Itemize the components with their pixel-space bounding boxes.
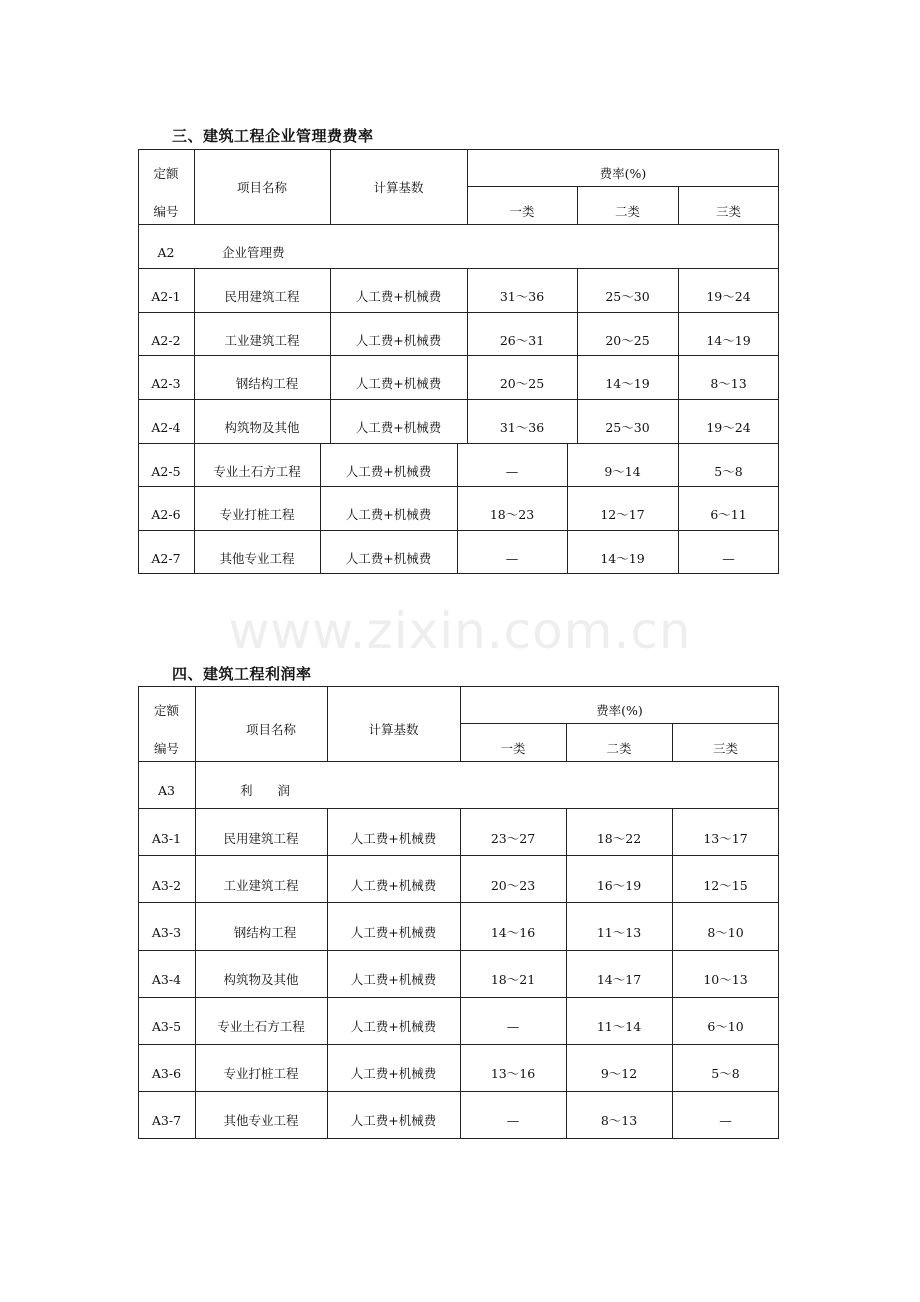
row-code: A2-3 <box>151 375 181 391</box>
row-basis: 人工费+机械费 <box>350 972 437 987</box>
row-code: A3-1 <box>151 830 182 846</box>
section4-title: 四、建筑工程利润率 <box>172 665 312 683</box>
row-basis: 人工费+机械费 <box>355 420 442 435</box>
row-class2: 9～12 <box>600 1066 638 1081</box>
header-class1: 一类 <box>500 741 526 756</box>
row-class3: 8～10 <box>707 925 744 940</box>
row-basis: 人工费+机械费 <box>355 289 442 304</box>
row-class3: 6～11 <box>710 507 747 522</box>
row-class2: 14～19 <box>600 551 645 566</box>
section3-title: 三、建筑工程企业管理费费率 <box>172 127 374 145</box>
row-class1: 20～23 <box>490 878 536 893</box>
row-class3: 10～13 <box>703 972 748 987</box>
row-basis: 人工费+机械费 <box>355 333 442 348</box>
row-basis: 人工费+机械费 <box>350 925 437 940</box>
row-code: A2-2 <box>151 332 181 348</box>
row-code: A3-2 <box>151 877 182 893</box>
row-name: 工业建筑工程 <box>223 878 299 893</box>
row-class3: 5～8 <box>714 464 743 479</box>
row-class1: 31～36 <box>499 420 545 435</box>
row-class1: 26～31 <box>499 333 545 348</box>
row-name: 其他专业工程 <box>219 551 295 566</box>
row-code: A2-1 <box>151 288 181 304</box>
row-basis: 人工费+机械费 <box>350 1113 437 1128</box>
row-class2: 14～17 <box>596 972 642 987</box>
group-code: A2 <box>157 244 175 260</box>
row-basis: 人工费+机械费 <box>350 1066 437 1081</box>
watermark: www.zixin.com.cn <box>228 602 692 660</box>
row-name: 钢结构工程 <box>235 376 299 391</box>
header-class3: 三类 <box>712 741 738 756</box>
row-class3: 5～8 <box>711 1066 740 1081</box>
row-basis: 人工费+机械费 <box>350 1019 437 1034</box>
header-code-line2: 编号 <box>153 204 179 219</box>
row-code: A2-5 <box>151 463 181 479</box>
row-name: 专业打桩工程 <box>223 1066 299 1081</box>
header-class3: 三类 <box>715 204 741 219</box>
group-name: 企业管理费 <box>222 245 285 260</box>
row-class1: 13～16 <box>490 1066 536 1081</box>
header-code-line1: 定额 <box>153 166 179 181</box>
header-item-name: 项目名称 <box>236 179 287 195</box>
row-class2: 9～14 <box>604 464 641 479</box>
header-class1: 一类 <box>509 204 535 219</box>
row-code: A3-6 <box>151 1065 182 1081</box>
row-basis: 人工费+机械费 <box>345 507 432 522</box>
row-code: A2-7 <box>151 550 181 566</box>
row-class2: 11～14 <box>596 1019 642 1034</box>
row-name: 钢结构工程 <box>233 925 297 940</box>
row-class2: 8～13 <box>600 1113 638 1128</box>
row-name: 构筑物及其他 <box>223 972 299 987</box>
header-calc-basis: 计算基数 <box>373 179 424 195</box>
row-class3: 19～24 <box>706 420 751 435</box>
row-basis: 人工费+机械费 <box>345 551 432 566</box>
row-class2: 20～25 <box>605 333 650 348</box>
row-class1: 14～16 <box>490 925 536 940</box>
row-name: 专业土石方工程 <box>213 464 301 479</box>
row-class2: 25～30 <box>605 420 650 435</box>
row-basis: 人工费+机械费 <box>350 878 437 893</box>
row-class1: 18～21 <box>490 972 536 987</box>
group-code: A3 <box>158 782 175 798</box>
row-code: A3-7 <box>151 1112 182 1128</box>
row-class1: 23～27 <box>490 831 536 846</box>
header-code-line2: 编号 <box>153 741 179 756</box>
header-code-line1: 定额 <box>153 703 179 718</box>
row-name: 民用建筑工程 <box>224 289 300 304</box>
row-class3: 13～17 <box>703 831 748 846</box>
row-name: 民用建筑工程 <box>223 831 299 846</box>
row-class1: 31～36 <box>499 289 545 304</box>
row-name: 专业打桩工程 <box>219 507 295 522</box>
row-code: A3-3 <box>151 924 182 940</box>
row-code: A3-5 <box>151 1018 182 1034</box>
row-class2: 25～30 <box>605 289 650 304</box>
header-rate: 费率(%) <box>599 166 647 181</box>
row-class3: 19～24 <box>706 289 751 304</box>
row-class2: 16～19 <box>596 878 642 893</box>
row-class1: 18～23 <box>489 507 535 522</box>
row-class3: 8～13 <box>710 376 747 391</box>
row-name: 其他专业工程 <box>223 1113 299 1128</box>
row-basis: 人工费+机械费 <box>345 464 432 479</box>
header-class2: 二类 <box>606 741 632 756</box>
header-item-name: 项目名称 <box>245 722 296 737</box>
row-class3: — <box>719 1112 732 1128</box>
row-class2: 18～22 <box>596 831 642 846</box>
row-class1: 20～25 <box>499 376 545 391</box>
row-basis: 人工费+机械费 <box>350 831 437 846</box>
row-code: A3-4 <box>151 971 182 987</box>
row-class3: 14～19 <box>706 333 751 348</box>
row-class1: — <box>505 550 519 566</box>
row-class2: 14～19 <box>605 376 650 391</box>
header-class2: 二类 <box>614 204 640 219</box>
row-name: 工业建筑工程 <box>224 333 300 348</box>
row-basis: 人工费+机械费 <box>355 376 442 391</box>
group-name: 利 润 <box>240 783 291 798</box>
row-code: A2-4 <box>151 419 181 435</box>
header-rate: 费率(%) <box>596 703 643 718</box>
row-class2: 12～17 <box>600 507 645 522</box>
header-calc-basis: 计算基数 <box>368 722 419 737</box>
row-class3: — <box>722 550 735 566</box>
row-class2: 11～13 <box>596 925 642 940</box>
row-name: 构筑物及其他 <box>224 420 300 435</box>
row-class1: — <box>505 463 519 479</box>
row-class3: 6～10 <box>707 1019 744 1034</box>
row-code: A2-6 <box>151 506 181 522</box>
row-class3: 12～15 <box>703 878 748 893</box>
row-name: 专业土石方工程 <box>217 1019 305 1034</box>
row-class1: — <box>506 1112 520 1128</box>
row-class1: — <box>506 1018 520 1034</box>
